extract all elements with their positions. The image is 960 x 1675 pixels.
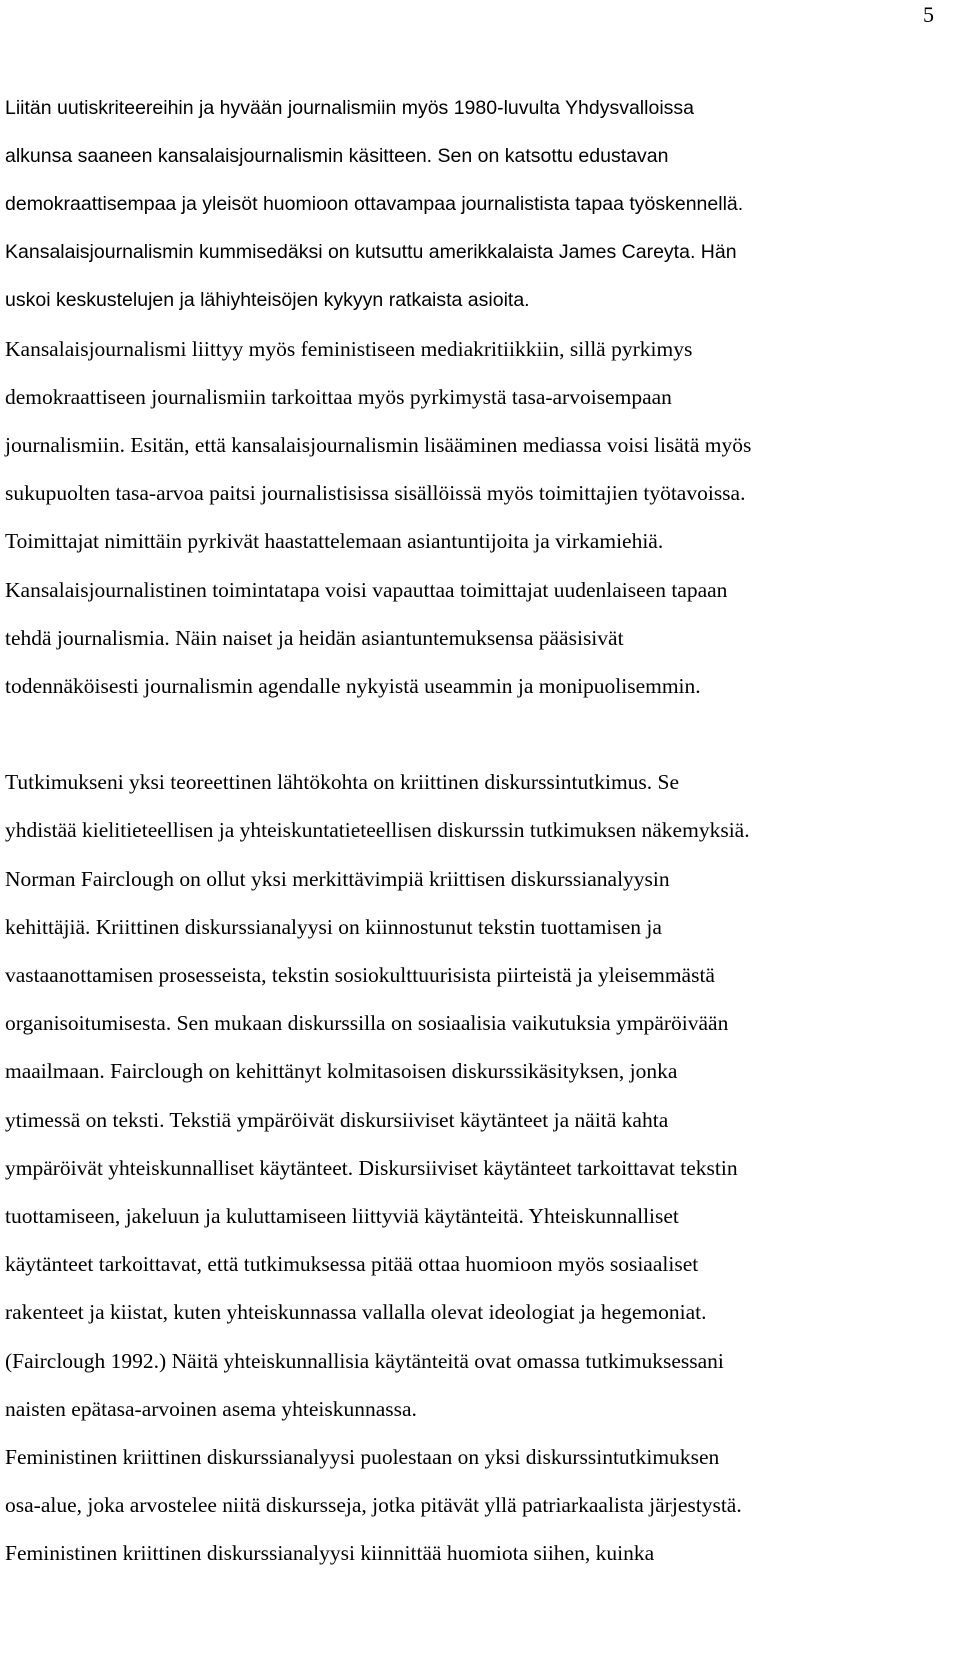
text-line: uskoi keskustelujen ja lähiyhteisöjen kykyyn ratkaista asioita. (5, 289, 530, 311)
text-line: yhdistää kielitieteellisen ja yhteiskuntatieteellisen diskurssin tutkimuksen näkemyksiä. (5, 818, 750, 842)
text-line: demokraattisempaa ja yleisöt huomioon ottavampaa journalistista tapaa työskennellä. (5, 193, 744, 215)
text-line: kehittäjiä. Kriittinen diskurssianalyysi on kiinnostunut tekstin tuottamisen ja (5, 915, 662, 939)
text-line: käytänteet tarkoittavat, että tutkimuksessa pitää ottaa huomioon myös sosiaaliset (5, 1252, 699, 1276)
text-line: osa-alue, joka arvostelee niitä diskursseja, jotka pitävät yllä patriarkaalista järjestystä. (5, 1493, 742, 1517)
text-line: (Fairclough 1992.) Näitä yhteiskunnallisia käytänteitä ovat omassa tutkimuksessani (5, 1349, 724, 1373)
text-line: naisten epätasa-arvoinen asema yhteiskunnassa. (5, 1397, 417, 1421)
text-line: maailmaan. Fairclough on kehittänyt kolmitasoisen diskurssikäsityksen, jonka (5, 1059, 678, 1083)
text-line: tehdä journalismia. Näin naiset ja heidän asiantuntemuksensa pääsisivät (5, 626, 624, 650)
text-line: Kansalaisjournalismin kummisedäksi on kutsuttu amerikkalaista James Careyta. Hän (5, 241, 737, 263)
text-line: journalismiin. Esitän, että kansalaisjournalismin lisääminen mediassa voisi lisätä myös (5, 433, 752, 457)
page-number: 5 (923, 2, 934, 27)
text-line: Feministinen kriittinen diskurssianalyysi kiinnittää huomiota siihen, kuinka (5, 1541, 655, 1565)
text-line: demokraattiseen journalismiin tarkoittaa myös pyrkimystä tasa-arvoisempaan (5, 385, 672, 409)
text-line: ympäröivät yhteiskunnalliset käytänteet. Diskursiiviset käytänteet tarkoittavat tekstin (5, 1156, 738, 1180)
text-line: vastaanottamisen prosesseista, tekstin sosiokulttuurisista piirteistä ja yleisemmästä (5, 963, 715, 987)
text-line: todennäköisesti journalismin agendalle nykyistä useammin ja monipuolisemmin. (5, 674, 701, 698)
text-line: Tutkimukseni yksi teoreettinen lähtökohta on kriittinen diskurssintutkimus. Se (5, 770, 680, 794)
text-line: Liitän uutiskriteereihin ja hyvään journalismiin myös 1980-luvulta Yhdysvalloissa (5, 97, 694, 119)
text-line: rakenteet ja kiistat, kuten yhteiskunnassa vallalla olevat ideologiat ja hegemoniat. (5, 1300, 707, 1324)
text-line: Feministinen kriittinen diskurssianalyysi puolestaan on yksi diskurssintutkimuksen (5, 1445, 720, 1469)
text-line: Norman Fairclough on ollut yksi merkittävimpiä kriittisen diskurssianalyysin (5, 867, 670, 891)
text-line: Kansalaisjournalistinen toimintatapa voisi vapauttaa toimittajat uudenlaiseen tapaan (5, 578, 728, 602)
text-line: ytimessä on teksti. Tekstiä ympäröivät diskursiiviset käytänteet ja näitä kahta (5, 1108, 669, 1132)
text-line: tuottamiseen, jakeluun ja kuluttamiseen liittyviä käytänteitä. Yhteiskunnalliset (5, 1204, 679, 1228)
text-line: sukupuolten tasa-arvoa paitsi journalistisissa sisällöissä myös toimittajien työtavoissa. (5, 481, 746, 505)
text-line: Kansalaisjournalismi liittyy myös feministiseen mediakritiikkiin, sillä pyrkimys (5, 337, 693, 361)
text-line: Toimittajat nimittäin pyrkivät haastattelemaan asiantuntijoita ja virkamiehiä. (5, 529, 664, 553)
text-line: organisoitumisesta. Sen mukaan diskurssilla on sosiaalisia vaikutuksia ympäröivään (5, 1011, 729, 1035)
text-line: alkunsa saaneen kansalaisjournalismin käsitteen. Sen on katsottu edustavan (5, 145, 669, 167)
